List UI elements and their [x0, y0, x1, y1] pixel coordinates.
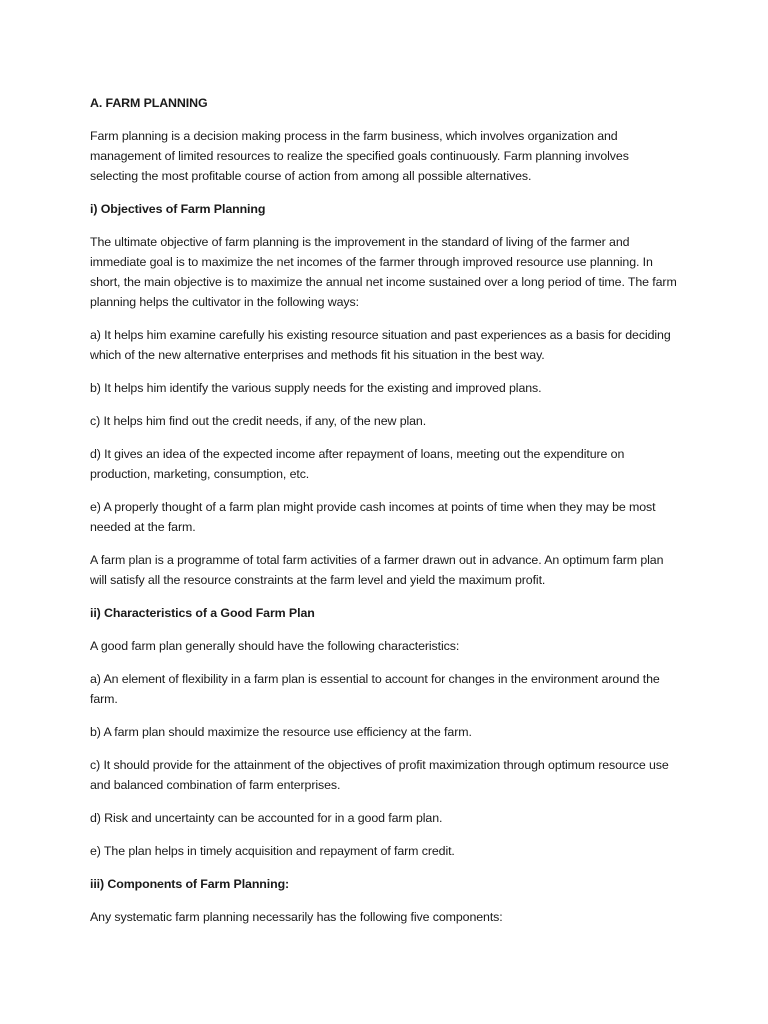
paragraph: A farm plan is a programme of total farm activities of a farmer drawn out in advance. An optimum farm plan will satisfy all the resource constraints at the farm level and yield the maximum profit.: [90, 553, 664, 587]
paragraph: The ultimate objective of farm planning is the improvement in the standard of living of the farmer and immediate goal is to maximize the net incomes of the farmer through improved resource use planning. In short, the main objective is to maximize the annual net income sustained over a long period of time. The farm planning helps the cultivator in the following ways:: [90, 235, 677, 309]
list-item: e) The plan helps in timely acquisition and repayment of farm credit.: [90, 844, 455, 858]
list-item: d) It gives an idea of the expected income after repayment of loans, meeting out the expenditure on production, marketing, consumption, etc.: [90, 447, 625, 481]
document-body: [90, 93, 680, 940]
intro-paragraph: Farm planning is a decision making process in the farm business, which involves organization and management of limited resources to realize the specified goals continuously. Farm planning involves selecting the most profitable course of action from among all possible alternatives.: [90, 129, 629, 183]
list-item: d) Risk and uncertainty can be accounted for in a good farm plan.: [90, 811, 443, 825]
list-item: e) A properly thought of a farm plan might provide cash incomes at points of time when they may be most needed at the farm.: [90, 500, 656, 534]
list-item: c) It should provide for the attainment of the objectives of profit maximization through optimum resource use and balanced combination of farm enterprises.: [90, 758, 669, 792]
section-heading-objectives: i) Objectives of Farm Planning: [90, 202, 266, 216]
paragraph: Any systematic farm planning necessarily has the following five components:: [90, 910, 503, 924]
document-title: A. FARM PLANNING: [90, 96, 208, 110]
list-item: a) It helps him examine carefully his existing resource situation and past experiences as a basis for deciding which of the new alternative enterprises and methods fit his situation in the best way.: [90, 328, 671, 362]
list-item: c) It helps him find out the credit needs, if any, of the new plan.: [90, 414, 427, 428]
list-item: b) A farm plan should maximize the resource use efficiency at the farm.: [90, 725, 472, 739]
paragraph: A good farm plan generally should have the following characteristics:: [90, 639, 460, 653]
section-heading-characteristics: ii) Characteristics of a Good Farm Plan: [90, 606, 315, 620]
list-item: a) An element of flexibility in a farm plan is essential to account for changes in the environment around the farm.: [90, 672, 660, 706]
list-item: b) It helps him identify the various supply needs for the existing and improved plans.: [90, 381, 542, 395]
section-heading-components: iii) Components of Farm Planning:: [90, 877, 290, 891]
